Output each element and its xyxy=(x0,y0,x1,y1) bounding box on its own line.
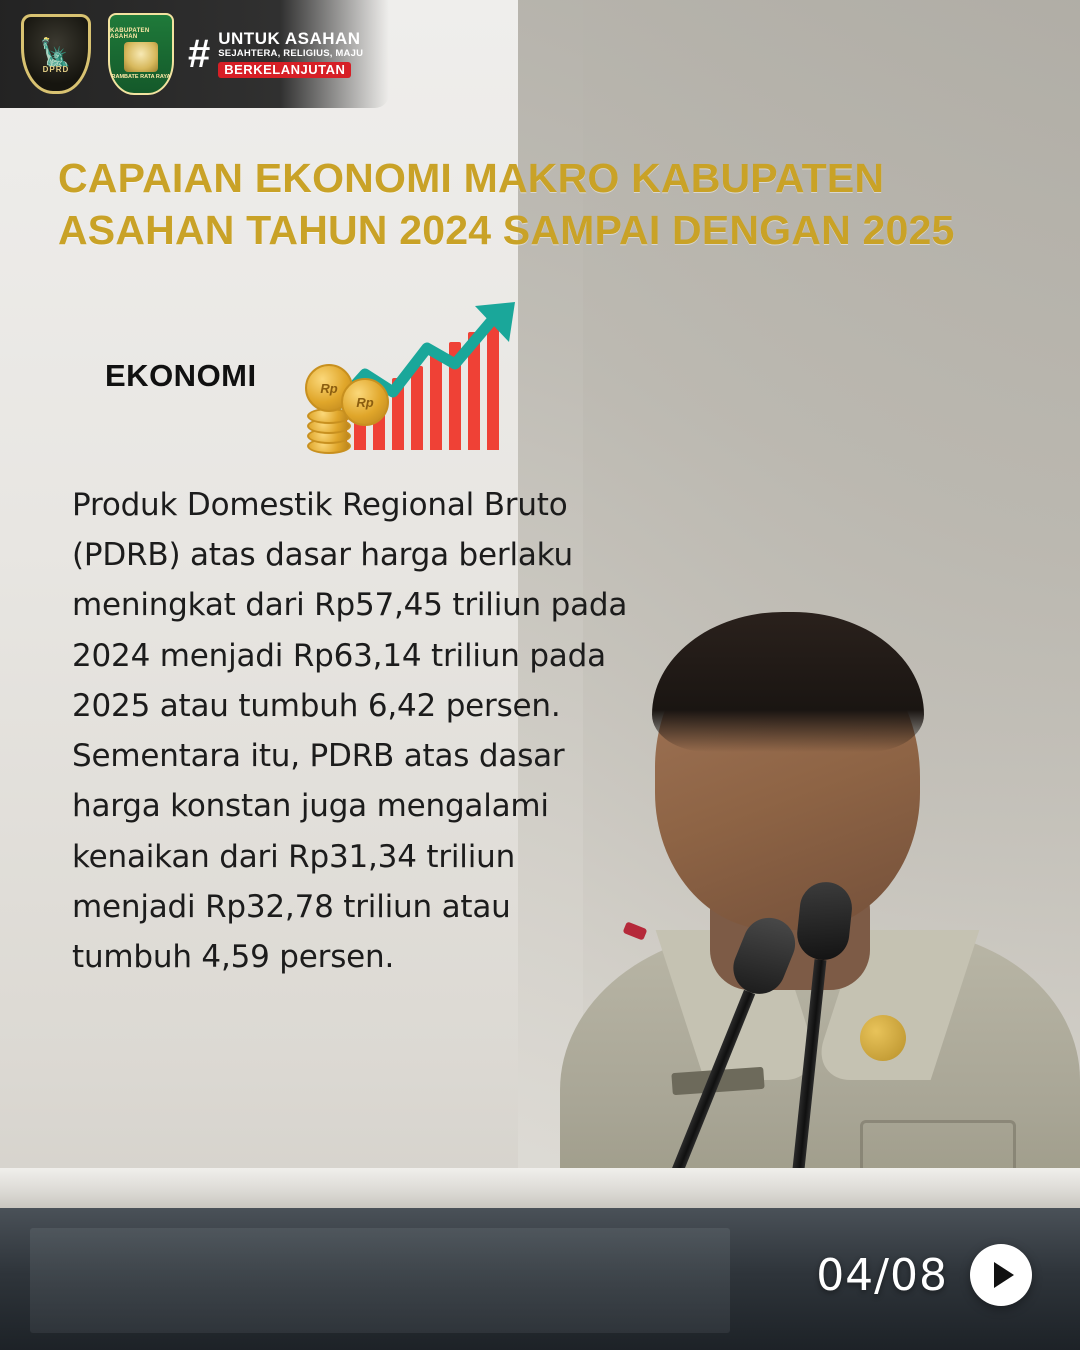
growth-chart-with-coins-icon xyxy=(305,300,520,460)
crest-emblem xyxy=(124,42,158,72)
dprd-logo xyxy=(18,12,94,96)
garuda-bird-glyph: 🗽 xyxy=(39,36,73,67)
body-paragraph: Produk Domestik Regional Bruto (PDRB) atas dasar harga berlaku meningkat dari Rp57,45 triliun pada 2024 menjadi Rp63,14 triliun pada 2025 atau tumbuh 6,42 persen. Sementara itu, PDRB atas dasar harga konstan juga mengalami kenaikan dari Rp31,34 triliun menjadi Rp32,78 triliun atau tumbuh 4,59 persen. xyxy=(72,487,628,975)
tagline-line-1: UNTUK ASAHAN xyxy=(218,29,361,49)
hashtag-icon: # xyxy=(188,31,211,76)
section-header xyxy=(100,300,570,470)
pagination xyxy=(816,1244,1032,1306)
speaker-hair xyxy=(652,612,924,752)
crest-bottom-text: RAMBATE RATA RAYA xyxy=(111,74,171,80)
tagline-line-2: SEJAHTERA, RELIGIUS, MAJU xyxy=(218,48,364,60)
coin-label-right: Rp xyxy=(341,378,389,426)
podium-panel xyxy=(30,1228,730,1333)
dprd-logo-caption: DPRD xyxy=(42,64,70,74)
garuda-emblem-icon xyxy=(21,14,91,94)
page-counter: 04/08 xyxy=(816,1249,948,1301)
asahan-regency-crest-icon xyxy=(108,13,174,95)
logo-bar xyxy=(0,0,389,108)
uniform-badge-icon xyxy=(860,1015,906,1061)
coin-label-left: Rp xyxy=(305,364,353,412)
page-title: CAPAIAN EKONOMI MAKRO KABUPATEN ASAHAN TAHUN 2024 SAMPAI DENGAN 2025 xyxy=(58,155,955,254)
tagline-line-3: BERKELANJUTAN xyxy=(218,62,351,78)
coin-stack-icon xyxy=(305,366,397,456)
tagline-text xyxy=(218,30,363,77)
chevron-right-icon xyxy=(994,1262,1014,1288)
section-label: EKONOMI xyxy=(105,358,257,393)
crest-top-text: KABUPATEN ASAHAN xyxy=(110,28,150,40)
tagline-block xyxy=(188,30,363,77)
podium-top xyxy=(0,1168,1080,1210)
microphone-head xyxy=(795,880,855,963)
next-slide-button[interactable] xyxy=(970,1244,1032,1306)
